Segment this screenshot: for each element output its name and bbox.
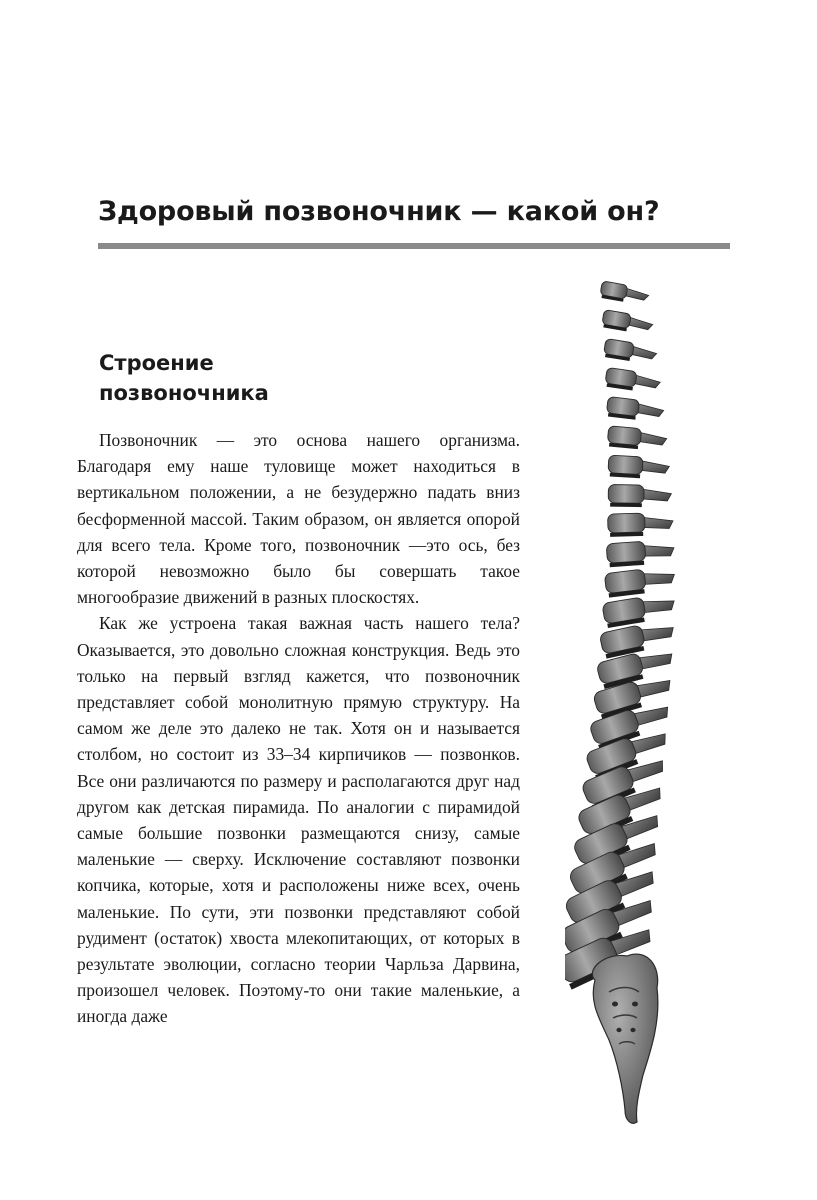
vertebra xyxy=(608,512,674,537)
section-heading xyxy=(99,348,399,408)
sacrum xyxy=(592,954,658,1123)
vertebra-body xyxy=(606,541,646,563)
vertebra xyxy=(608,455,670,480)
vertebra xyxy=(604,566,676,598)
spine-illustration xyxy=(565,280,715,1130)
vertebra xyxy=(607,426,667,452)
vertebra xyxy=(605,367,662,394)
vertebra xyxy=(606,396,665,422)
vertebra-body xyxy=(608,485,644,504)
vertebra-body xyxy=(607,426,641,446)
vertebra xyxy=(601,310,654,336)
vertebra xyxy=(603,338,658,365)
chapter-title: Здоровый позвоночник — какой он? xyxy=(98,196,660,227)
vertebra xyxy=(608,485,671,508)
intervertebral-disc xyxy=(610,503,642,507)
section-heading-line-2: позвоночника xyxy=(99,381,269,405)
body-text xyxy=(77,427,520,1030)
paragraph-1: Позвоночник — это основа нашего организма. Благодаря ему наше туловище может находиться в вертикальном положении, а не безудержно падать вниз бесформенной массой. Таким образом, он является опорой для всего тела. Кроме того, позвоночник —это ось, без которой невозможно было бы совершать такое многообразие движений в разных плоскостях. xyxy=(77,430,520,608)
vertebra-body xyxy=(608,455,643,475)
vertebra-body xyxy=(608,513,646,533)
vertebrae-group xyxy=(565,281,677,991)
title-rule xyxy=(98,243,730,249)
vertebra xyxy=(602,592,677,628)
vertebra xyxy=(599,281,649,306)
vertebra xyxy=(606,539,675,567)
section-heading-line-1: Строение xyxy=(99,351,214,375)
paragraph-2: Как же устроена такая важная часть нашего тела? Оказывается, это довольно сложная конструкция. Ведь это только на первый взгляд кажется, что позвоночник представляет собой монолитную прямую структуру. На самом же деле это далеко не так. Хотя он и называется столбом, но состоит из 33–34 кирпичиков — позвонков. Все они различаются по размеру и располагаются друг над другом как детская пирамида. По аналогии с пирамидой самые большие позвонки размещаются снизу, самые маленькие — сверху. Исключение составляют позвонки копчика, которые, хотя и расположены ниже всех, очень маленькие. По сути, эти позвонки представляют собой рудимент (остаток) хвоста млекопитающих, от которых в результате эволюции, согласно теории Чарльза Дарвина, произошел человек. Поэтому-то они такие маленькие, а иногда даже xyxy=(77,613,520,1027)
